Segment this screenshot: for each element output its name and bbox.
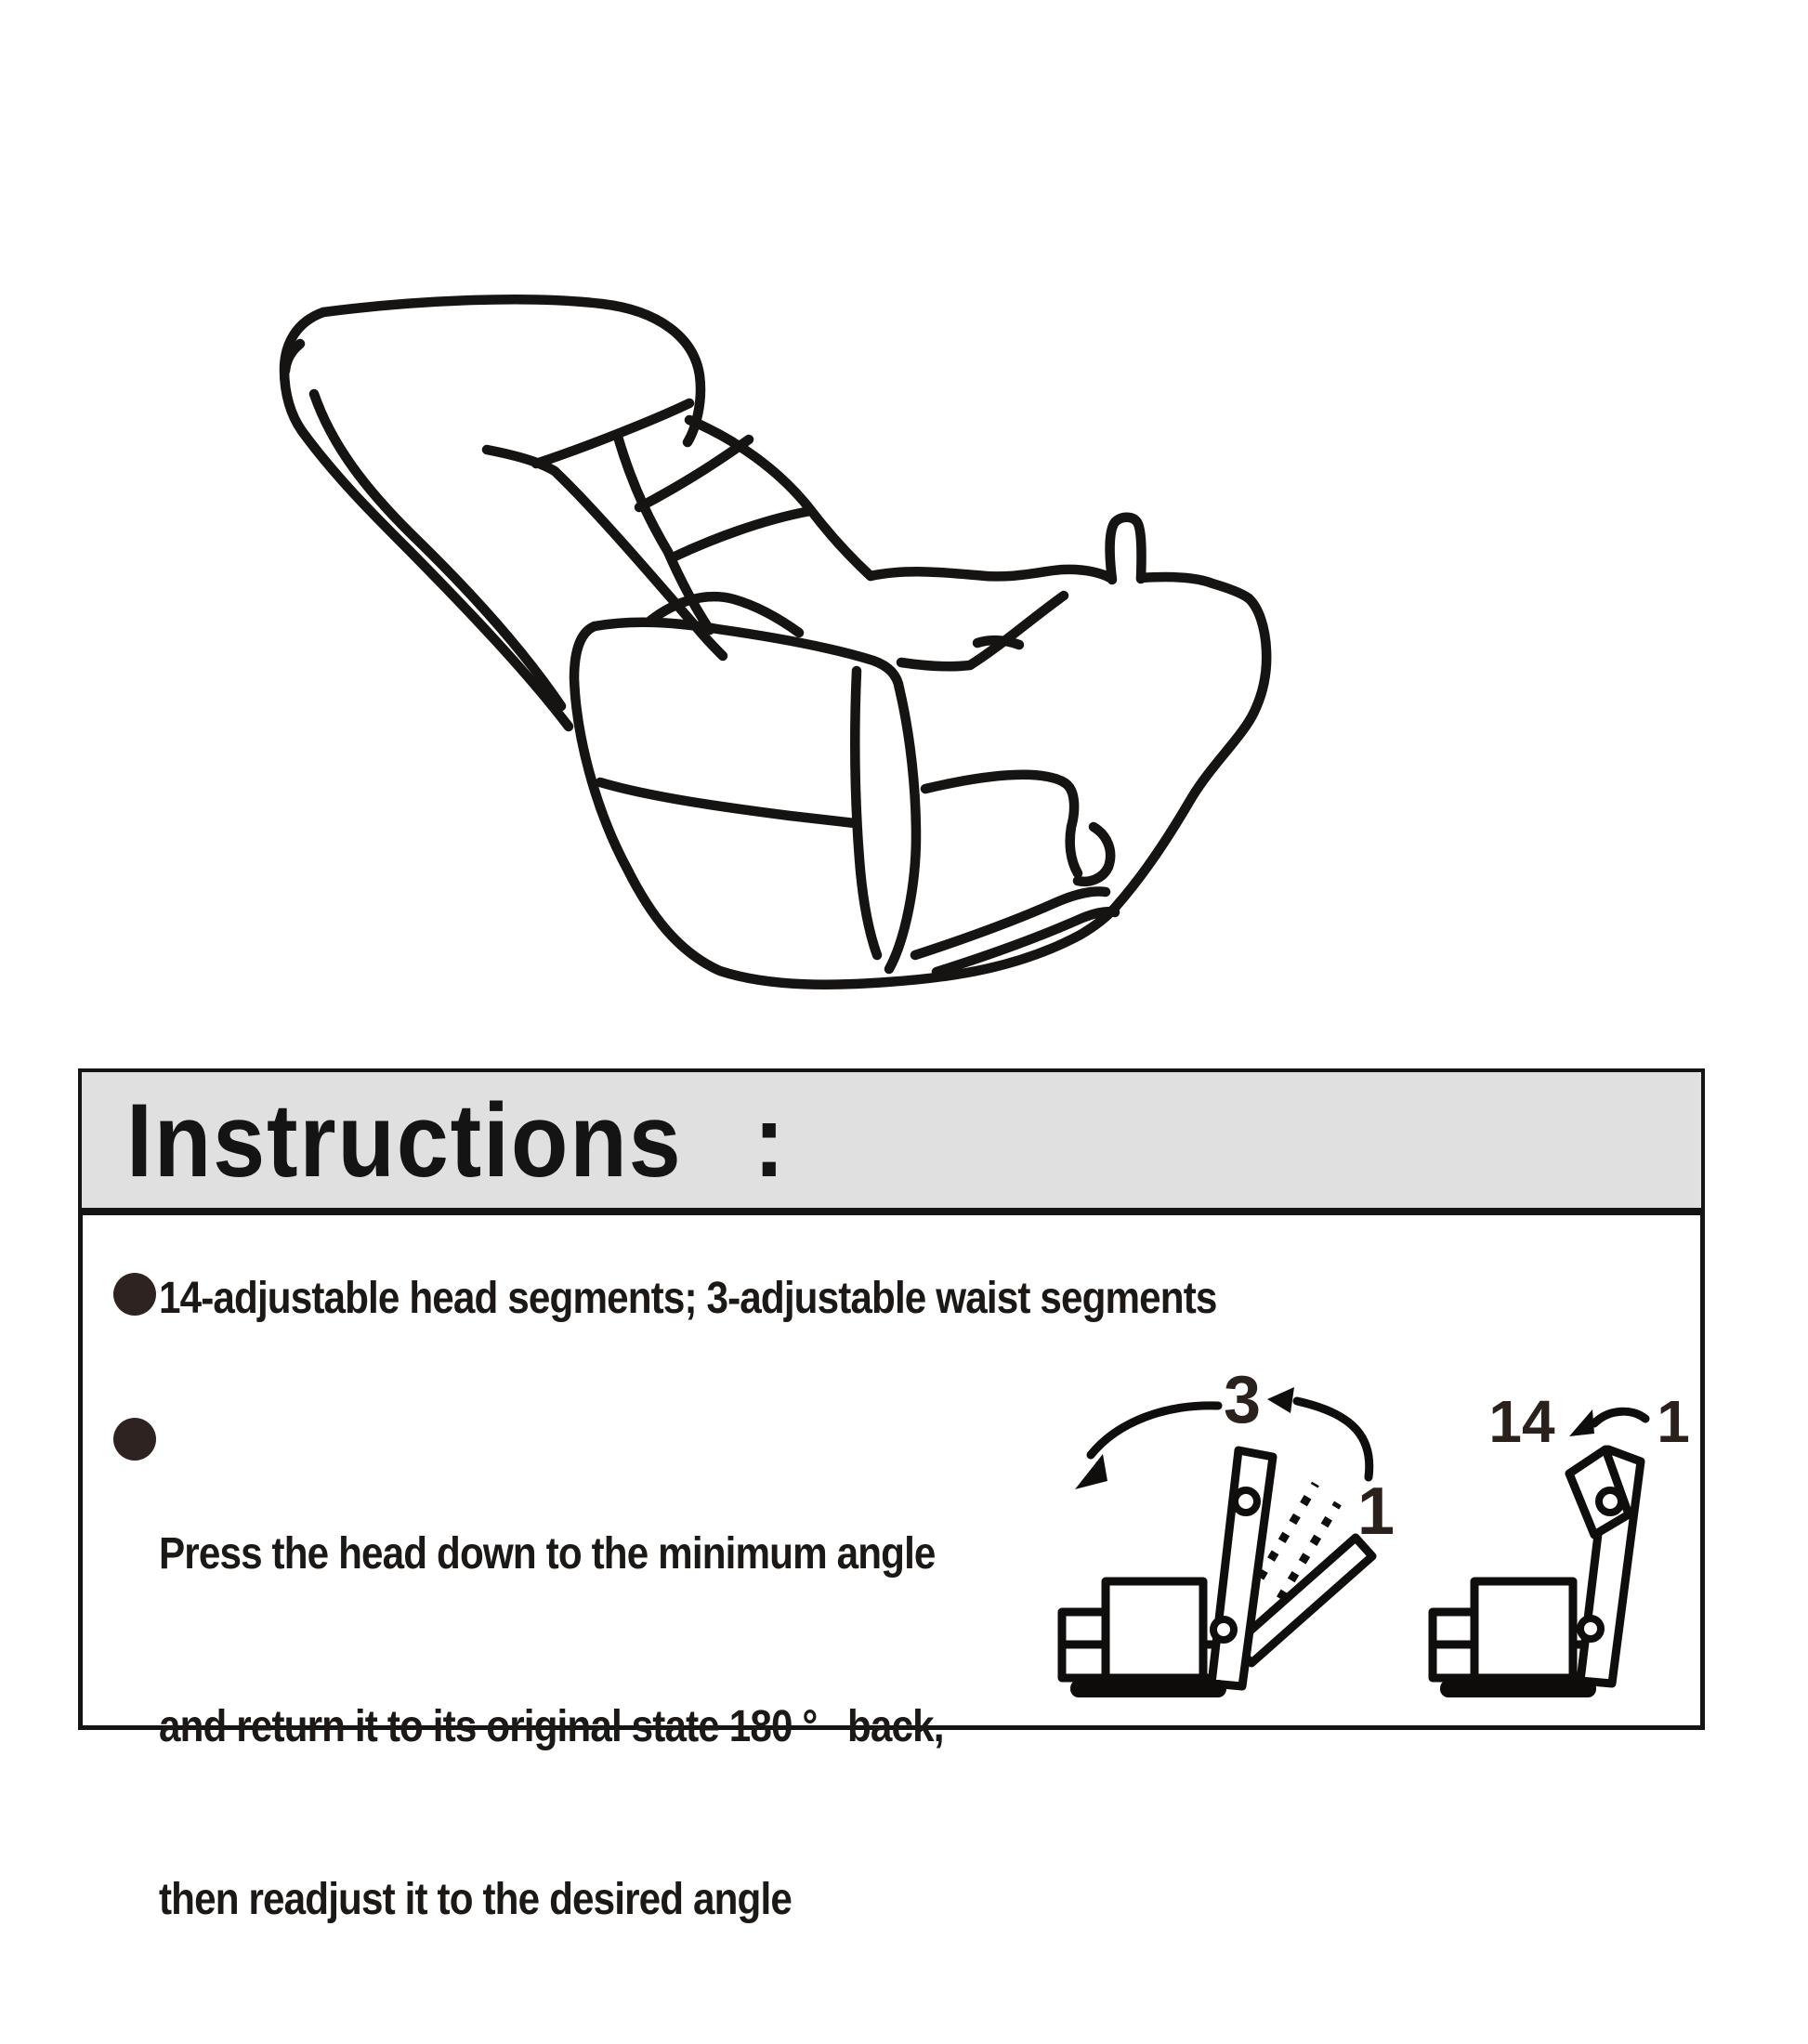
sketch-tick — [977, 640, 1019, 645]
head-max-angle-label: 14 — [1488, 1388, 1555, 1455]
bullet-press-line-2: and return it to its original state 180 ° back, — [159, 1702, 944, 1751]
bullet-press-line-3: then readjust it to the desired angle — [159, 1875, 792, 1924]
page-title: Instructions — [126, 1081, 683, 1199]
backrest-right-edge — [689, 420, 871, 576]
front-arm-right-edge — [889, 688, 916, 969]
arm-pad-outline — [925, 775, 1078, 873]
instructions-header — [82, 1072, 1701, 1215]
bullet-text-press — [159, 1410, 944, 2044]
armrest-inner-seam — [901, 596, 1064, 666]
backrest-left-edge — [302, 431, 569, 727]
right-armrest-top-edge — [871, 570, 1110, 578]
arm-pad-curl — [1078, 827, 1110, 882]
bullet-press-line-1: Press the head down to the minimum angle — [159, 1529, 936, 1579]
recliner-chair-illustration — [284, 299, 1266, 984]
bullet-dot-icon — [113, 1418, 156, 1461]
bullet-text-segments: 14-adjustable head segments; 3-adjustable waist segments — [159, 1274, 1217, 1323]
right-armrest-top-edge-2 — [1141, 577, 1249, 598]
waist-seam-2 — [673, 511, 810, 557]
seat-outline — [574, 598, 1266, 985]
head-panel-seam — [536, 403, 689, 464]
front-arm-cross-seam — [600, 782, 855, 823]
waist-seam-1 — [639, 439, 749, 507]
title-colon: : — [753, 1081, 787, 1199]
head-start-angle-label: 1 — [1657, 1388, 1690, 1455]
bullet-dot-icon — [113, 1273, 156, 1316]
waist-start-angle-label: 1 — [1356, 1474, 1395, 1549]
armrest-end-tab — [1110, 518, 1142, 580]
left-bolster-seam-1 — [314, 394, 561, 706]
waist-max-angle-label: 3 — [1223, 1363, 1262, 1437]
instructions-box — [78, 1068, 1705, 1924]
front-arm-inner-seam — [855, 671, 877, 955]
